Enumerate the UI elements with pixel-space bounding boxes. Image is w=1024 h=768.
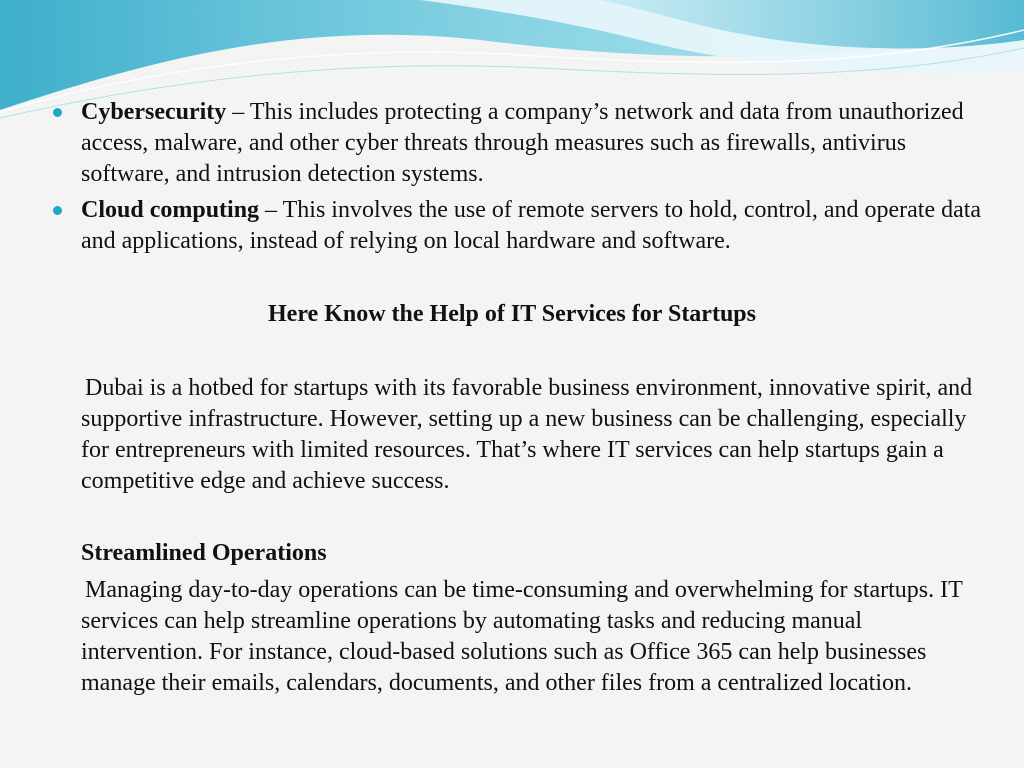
subsection-paragraph: Managing day-to-day operations can be time-consuming and overwhelming for startups. IT services can help streamline operations by automating tasks and reducing manual intervention. For instance, cloud-based solutions such as Office 365 can help businesses manage their emails, calendars, documents, and other files from a centralized location. [81,577,963,696]
bullet-title: Cloud computing [81,197,260,223]
subsection-title: Streamlined Operations [81,540,327,566]
bullet-icon [53,108,62,117]
section-heading: Here Know the Help of IT Services for Startups [268,301,756,327]
bullet-icon [53,206,62,215]
bullet-text: – This involves the use of remote servers to hold, control, and operate data and applications, instead of relying on local hardware and software. [81,197,982,254]
bullet-item-cybersecurity [81,97,986,190]
intro-paragraph: Dubai is a hotbed for startups with its favorable business environment, innovative spirit, and supportive infrastructure. However, setting up a new business can be challenging, especially for entrepreneurs with limited resources. That’s where IT services can help startups gain a competitive edge and achieve success. [81,375,973,494]
bullet-item-cloud-computing [81,195,986,257]
bullet-title: Cybersecurity [81,99,227,125]
bullet-text: – This includes protecting a company’s network and data from unauthorized access, malware, and other cyber threats through measures such as firewalls, antivirus software, and intrusion detection systems. [81,99,964,187]
